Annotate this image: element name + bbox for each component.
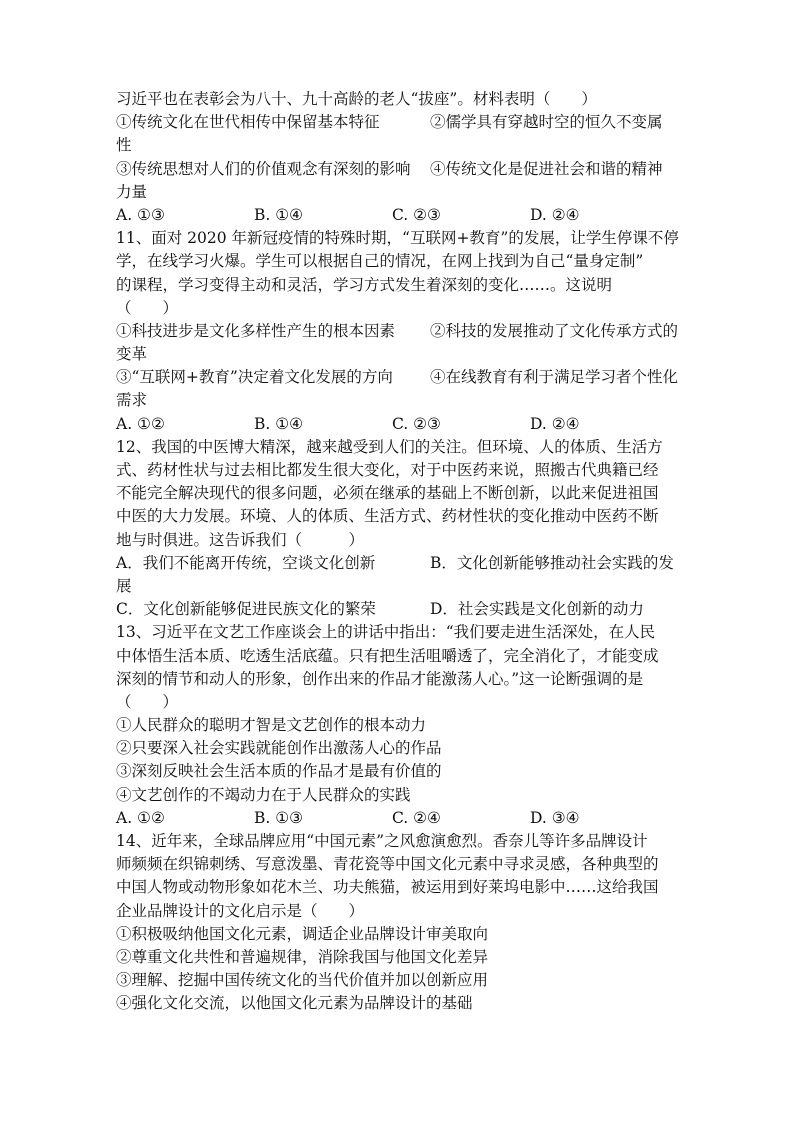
q14-item-2: ②尊重文化共性和普遍规律，消除我国与他国文化差异	[116, 947, 489, 966]
q12-stem-line: 不能完全解决现代的很多问题，必须在继承的基础上不断创新，以此来促进祖国	[116, 484, 659, 503]
q10-item-1: ①传统文化在世代相传中保留基本特征	[116, 113, 380, 132]
q10-options	[116, 204, 684, 227]
q10-item-2: ②儒学具有穿越时空的恒久不变属	[430, 113, 663, 132]
q11-options	[116, 413, 684, 436]
q10-option-d[interactable]: D. ②④	[530, 205, 580, 224]
q11-item-2: ②科技的发展推动了文化传承方式的	[430, 321, 679, 340]
q11-item-row	[116, 320, 684, 343]
q13-option-d[interactable]: D. ③④	[530, 808, 580, 827]
q11-item-1: ①科技进步是文化多样性产生的根本因素	[116, 321, 396, 340]
q12-option-c[interactable]: C．文化创新能够促进民族文化的繁荣	[116, 600, 376, 619]
q12-option-row	[116, 552, 684, 575]
q14-stem-line: 企业品牌设计的文化启示是（ ）	[116, 901, 365, 920]
q10-item-2-tail: 性	[116, 136, 132, 155]
q12-option-d[interactable]: D．社会实践是文化创新的动力	[430, 600, 644, 619]
q13-option-b[interactable]: B. ①③	[254, 808, 304, 827]
q10-stem: 习近平也在表彰会为八十、九十高龄的老人“拔座”。材料表明（ ）	[116, 90, 597, 108]
q13-stem-line: 13、习近平在文艺工作座谈会上的讲话中指出：“我们要走进生活深处，在人民	[116, 623, 656, 642]
q13-item-1: ①人民群众的聪明才智是文艺创作的根本动力	[116, 716, 427, 735]
q13-options	[116, 807, 684, 830]
q10-item-3: ③传统思想对人们的价值观念有深刻的影响	[116, 159, 411, 178]
q10-option-b[interactable]: B. ①④	[254, 205, 304, 224]
q11-option-b[interactable]: B. ①④	[254, 414, 304, 433]
q14-item-1: ①积极吸纳他国文化元素，调适企业品牌设计审美取向	[116, 924, 489, 943]
q11-option-d[interactable]: D. ②④	[530, 414, 580, 433]
q13-option-a[interactable]: A. ①②	[116, 808, 165, 827]
q14-stem-line: 14、近年来，全球品牌应用“中国元素”之风愈演愈烈。香奈儿等许多品牌设计	[116, 832, 648, 850]
q13-item-3: ③深刻反映社会生活本质的作品才是最有价值的	[116, 762, 442, 781]
q11-option-c[interactable]: C. ②③	[392, 414, 441, 433]
q13-option-c[interactable]: C. ②④	[392, 808, 441, 827]
q11-stem-line: 学，在线学习火爆。学生可以根据自己的情况，在网上找到为自己“量身定制”	[116, 252, 644, 271]
q14-item-4: ④强化文化交流，以他国文化元素为品牌设计的基础	[116, 994, 473, 1013]
q13-item-2: ②只要深入社会实践就能创作出激荡人心的作品	[116, 739, 442, 758]
q10-item-4-tail: 力量	[116, 182, 148, 201]
q12-stem-line: 地与时俱进。这告诉我们（ ）	[116, 530, 365, 549]
q11-stem-line: （ ）	[116, 298, 179, 317]
q11-stem-line: 11、面对 2020 年新冠疫情的特殊时期，“互联网+教育”的发展，让学生停课不停	[116, 229, 679, 248]
exam-page	[116, 88, 684, 1016]
q10-option-a[interactable]: A. ①③	[116, 205, 165, 224]
q12-option-row	[116, 598, 684, 621]
q14-stem-line: 师频频在织锦刺绣、写意泼墨、青花瓷等中国文化元素中寻求灵感，各种典型的	[116, 855, 659, 874]
q10-item-row	[116, 111, 684, 134]
q12-stem-line: 式、药材性状与过去相比都发生很大变化，对于中医药来说，照搬古代典籍已经	[116, 461, 659, 479]
q13-stem-line: 中体悟生活本质、吃透生活底蕴。只有把生活咀嚼透了，完全消化了，才能变成	[116, 646, 659, 665]
q12-option-a[interactable]: A．我们不能离开传统，空谈文化创新	[116, 553, 376, 572]
q12-stem-line: 12、我国的中医博大精深，越来越受到人们的关注。但环境、人的体质、生活方	[116, 437, 663, 456]
q12-option-b-tail: 展	[116, 576, 132, 595]
q14-item-3: ③理解、挖掘中国传统文化的当代价值并加以创新应用	[116, 971, 489, 990]
q13-stem-line: 深刻的情节和动人的形象，创作出来的作品才能激荡人心。”这一论断强调的是	[116, 669, 644, 688]
q12-stem-line: 中医的大力发展。环境、人的体质、生活方式、药材性状的变化推动中医药不断	[116, 507, 659, 526]
q10-option-c[interactable]: C. ②③	[392, 205, 441, 224]
q11-item-4-tail: 需求	[116, 391, 148, 410]
q10-item-row	[116, 158, 684, 181]
q11-option-a[interactable]: A. ①②	[116, 414, 165, 433]
q10-item-4: ④传统文化是促进社会和谐的精神	[430, 159, 663, 178]
q11-item-2-tail: 变革	[116, 345, 148, 364]
q11-item-3: ③“互联网+教育”决定着文化发展的方向	[116, 368, 393, 387]
q11-stem-line: 的课程，学习变得主动和灵活，学习方式发生着深刻的变化……。这说明	[116, 275, 613, 294]
q11-item-row	[116, 366, 684, 389]
q14-stem-line: 中国人物或动物形象如花木兰、功夫熊猫，被运用到好莱坞电影中……这给我国	[116, 878, 659, 897]
q12-option-b[interactable]: B．文化创新能够推动社会实践的发	[430, 553, 674, 572]
q13-stem-line: （ ）	[116, 692, 179, 711]
q13-item-4: ④文艺创作的不竭动力在于人民群众的实践	[116, 785, 411, 804]
q11-item-4: ④在线教育有利于满足学习者个性化	[430, 368, 679, 387]
